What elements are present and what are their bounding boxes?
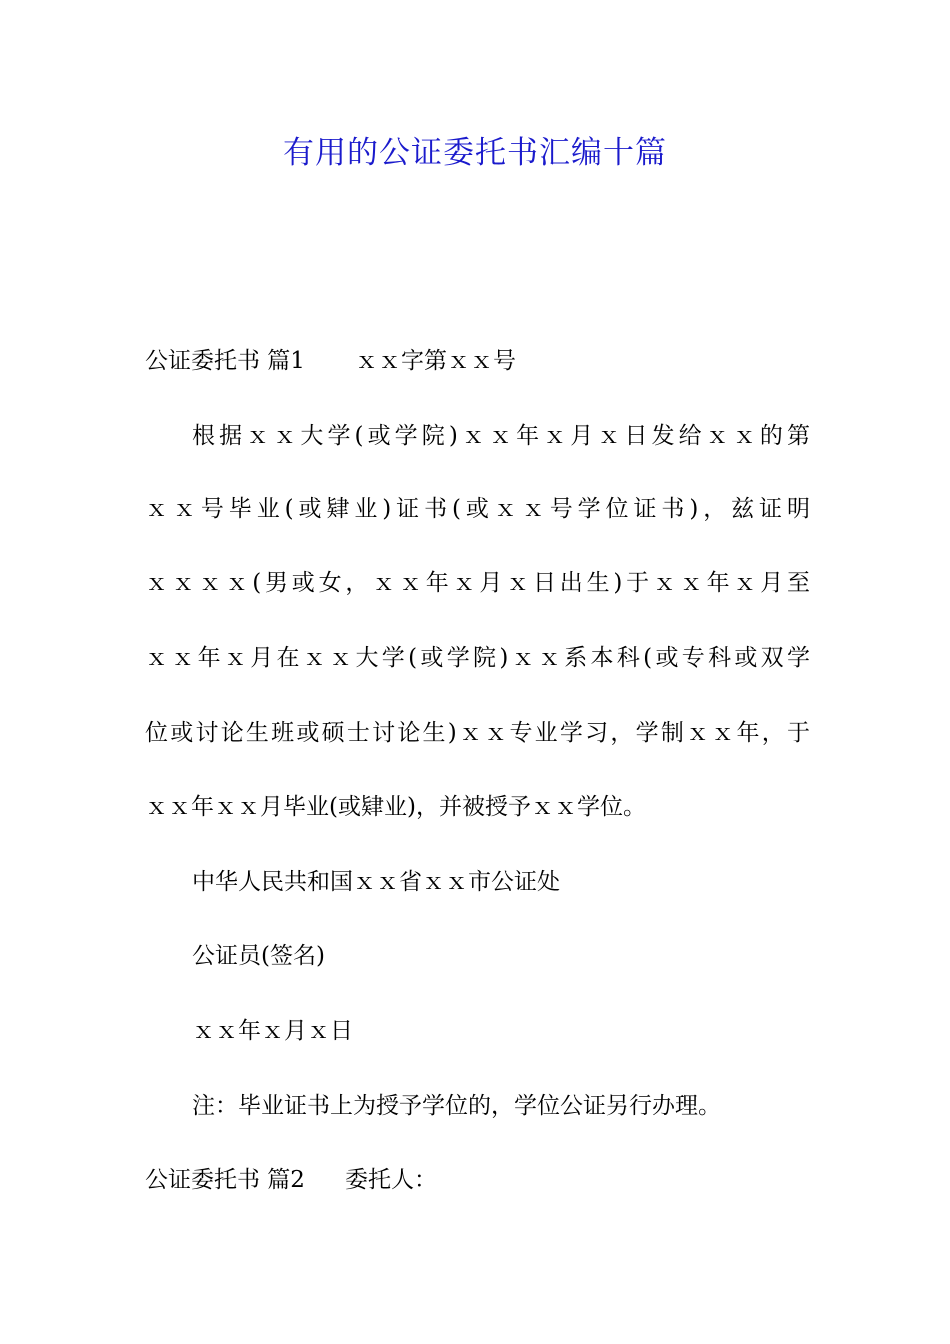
section-2-client-label: 委托人：	[344, 1167, 437, 1193]
note-line: 注：毕业证书上为授予学位的，学位公证另行办理。	[192, 1093, 721, 1119]
body-line-2: ｘｘ号毕业(或肄业)证书(或ｘｘ号学位证书)，兹证明	[145, 496, 810, 522]
notary-signature: 公证员(签名)	[192, 943, 325, 969]
document-title: 有用的公证委托书汇编十篇	[283, 135, 667, 171]
section-1-heading-line	[145, 343, 810, 379]
body-line-5: 位或讨论生班或硕士讨论生)ｘｘ专业学习，学制ｘｘ年，于	[145, 720, 810, 746]
notary-office: 中华人民共和国ｘｘ省ｘｘ市公证处	[192, 869, 560, 895]
notary-date: ｘｘ年ｘ月ｘ日	[192, 1018, 353, 1044]
body-line-4: ｘｘ年ｘ月在ｘｘ大学(或学院)ｘｘ系本科(或专科或双学	[145, 645, 810, 671]
body-line-6: ｘｘ年ｘｘ月毕业(或肄业)，并被授予ｘｘ学位。	[145, 794, 646, 820]
section-2-heading: 公证委托书 篇2	[145, 1167, 305, 1193]
section-2-heading-line	[145, 1162, 810, 1198]
section-1-number: ｘｘ字第ｘｘ号	[354, 348, 516, 374]
body-line-1: 根据ｘｘ大学(或学院)ｘｘ年ｘ月ｘ日发给ｘｘ的第	[192, 423, 810, 449]
section-1-heading: 公证委托书 篇1	[145, 348, 305, 374]
body-line-3: ｘｘｘｘ(男或女，ｘｘ年ｘ月ｘ日出生)于ｘｘ年ｘ月至	[145, 570, 810, 596]
